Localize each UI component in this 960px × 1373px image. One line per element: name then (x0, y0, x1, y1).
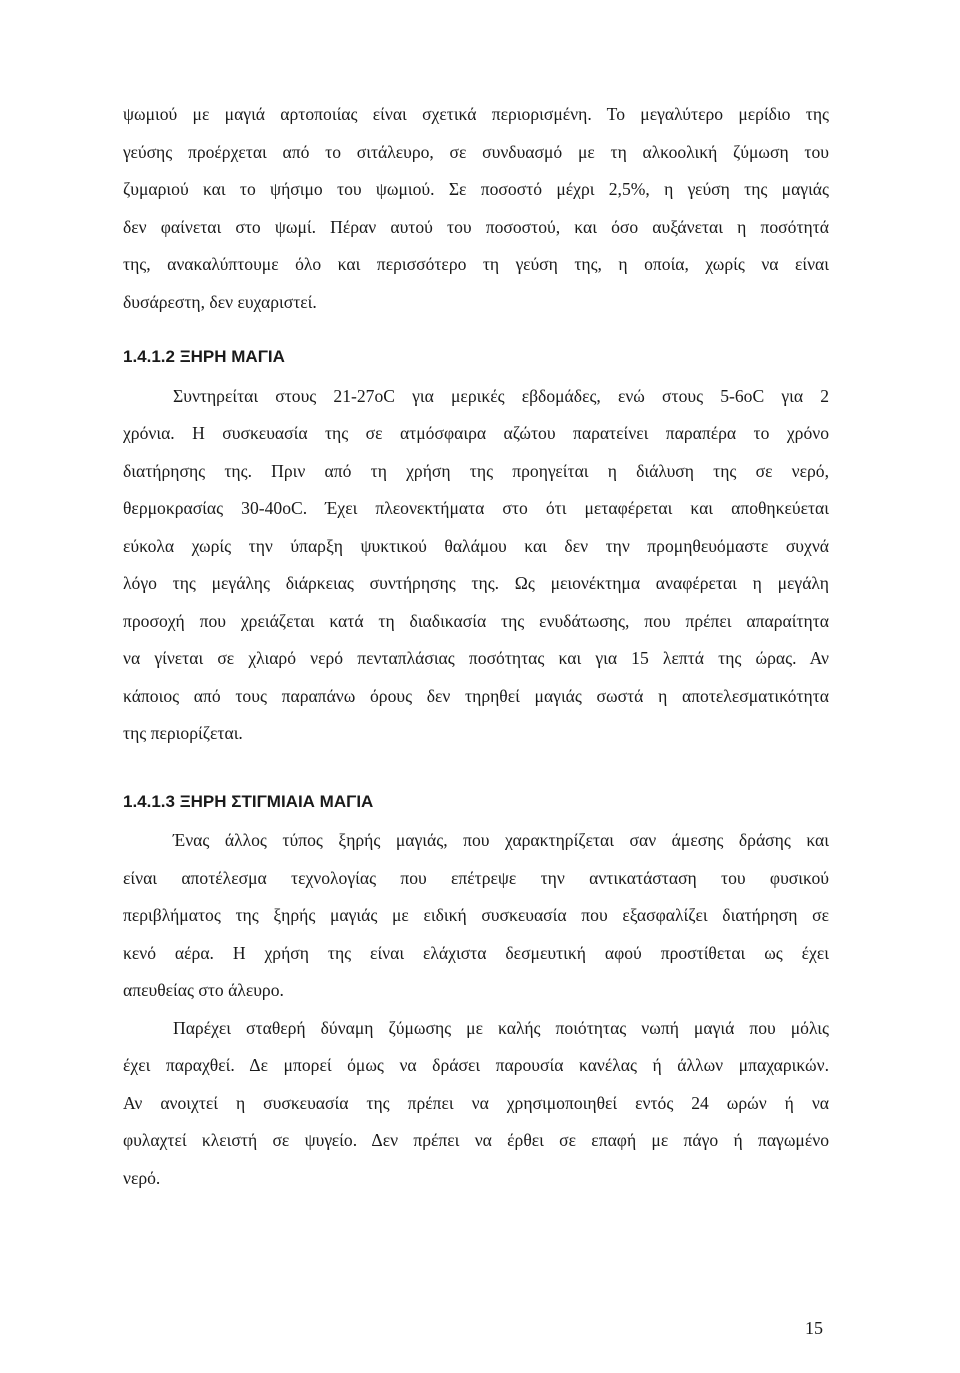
text-line: νερό. (123, 1167, 161, 1188)
text-line: είναι αποτέλεσμα τεχνολογίας που επέτρεψε την αντικατάσταση του φυσικού (123, 867, 829, 888)
text-line: απευθείας στο άλευρο. (123, 980, 284, 1000)
text-line: φυλαχτεί κλειστή σε ψυγείο. Δεν πρέπει να έρθει σε επαφή με πάγο ή παγωμένο (123, 1130, 829, 1150)
text-line: ζυμαριού και το ψήσιμο του ψωμιού. Σε ποσοστό μέχρι 2,5%, η γεύση της μαγιάς (123, 179, 829, 199)
text-line: Συντηρείται στους 21-27oC για μερικές εβδομάδες, ενώ στους 5-6oC για 2 (173, 385, 829, 406)
text-line: κενό αέρα. Η χρήση της είναι ελάχιστα δεσμευτική αφού προστίθεται ως έχει (123, 942, 829, 963)
text-line: της περιορίζεται. (123, 723, 243, 743)
text-line: περιβλήματος της ξηρής μαγιάς με ειδική συσκευασία που εξασφαλίζει διατήρηση σε (123, 905, 829, 925)
section-heading-instant-dry-yeast: 1.4.1.3 ΞΗΡΗ ΣΤΙΓΜΙΑΙΑ ΜΑΓΙΑ (123, 791, 374, 811)
text-line: Αν ανοιχτεί η συσκευασία της πρέπει να χρησιμοποιηθεί εντός 24 ωρών ή να (123, 1092, 829, 1113)
paragraph-continuation (123, 96, 829, 321)
paragraph-instant-yeast-a (123, 822, 829, 1010)
text-line: δεν φαίνεται στο ψωμί. Πέραν αυτού του ποσοστού, και όσο αυξάνεται η ποσότητά (123, 216, 829, 237)
paragraph-instant-yeast-b (123, 1010, 829, 1198)
text-line: να γίνεται σε χλιαρό νερό πενταπλάσιας ποσότητας και για 15 λεπτά της ώρας. Αν (123, 648, 829, 668)
document-page (123, 96, 829, 1197)
text-line: έχει παραχθεί. Δε μπορεί όμως να δράσει παρουσία κανέλας ή άλλων μπαχαρικών. (123, 1055, 829, 1075)
text-line: ψωμιού με μαγιά αρτοποιίας είναι σχετικά περιορισμένη. Το μεγαλύτερο μερίδιο της (123, 104, 829, 124)
text-line: δυσάρεστη, δεν ευχαριστεί. (123, 291, 317, 312)
paragraph-dry-yeast (123, 378, 829, 753)
text-line: Παρέχει σταθερή δύναμη ζύμωσης με καλής ποιότητας νωπή μαγιά που μόλις (173, 1017, 829, 1038)
text-line: θερμοκρασίας 30-40oC. Έχει πλεονεκτήματα στο ότι μεταφέρεται και αποθηκεύεται (123, 498, 829, 518)
text-line: εύκολα χωρίς την ύπαρξη ψυκτικού θαλάμου και δεν την προμηθευόμαστε συχνά (123, 535, 829, 556)
text-line: της, ανακαλύπτουμε όλο και περισσότερο τη γεύση της, η οποία, χωρίς να είναι (123, 254, 829, 274)
text-line: κάποιος από τους παραπάνω όρους δεν τηρηθεί μαγιάς σωστά η αποτελεσματικότητα (123, 685, 829, 706)
text-line: διατήρησης της. Πριν από τη χρήση της προηγείται η διάλυση της σε νερό, (123, 460, 829, 481)
text-line: Ένας άλλος τύπος ξηρής μαγιάς, που χαρακτηρίζεται σαν άμεσης δράσης και (173, 830, 829, 850)
text-line: λόγο της μεγάλης διάρκειας συντήρησης της. Ως μειονέκτημα αναφέρεται η μεγάλη (123, 573, 829, 593)
section-heading-dry-yeast: 1.4.1.2 ΞΗΡΗ ΜΑΓΙΑ (123, 347, 285, 366)
page-number: 15 (805, 1318, 823, 1338)
text-line: γεύσης προέρχεται από το σιτάλευρο, σε συνδυασμό με τη αλκοολική ζύμωση του (123, 141, 829, 162)
text-line: χρόνια. Η συσκευασία της σε ατμόσφαιρα αζώτου παρατείνει παραπέρα το χρόνο (123, 423, 829, 443)
text-line: προσοχή που χρειάζεται κατά τη διαδικασία της ενυδάτωσης, που πρέπει απαραίτητα (123, 610, 829, 631)
